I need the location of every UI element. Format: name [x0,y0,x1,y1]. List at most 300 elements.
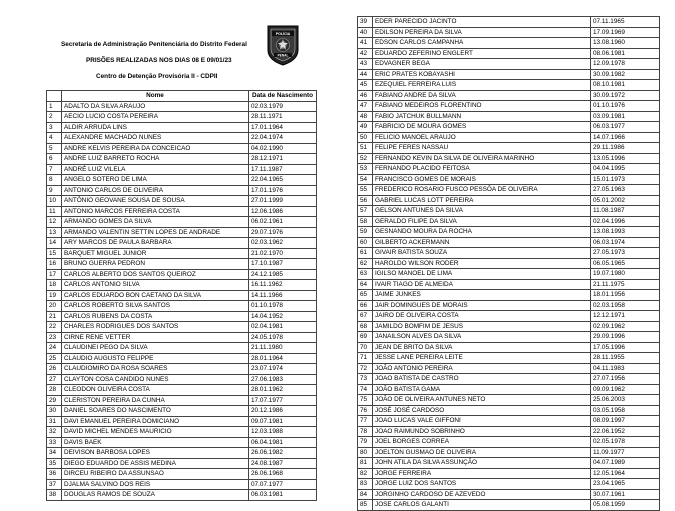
row-name: JOHN ATILA DA SILVA ASSUNÇÃO [373,458,591,469]
table-row [358,416,660,427]
row-number: 59 [358,227,373,238]
row-birth-date: 17.11.1987 [249,164,317,175]
row-birth-date: 09.09.1962 [591,384,660,395]
table-row [47,154,317,165]
row-name: JAIME JUNKES [373,290,591,301]
row-number: 31 [47,416,62,427]
row-name: GERALDO FILIPE DA SILVA [373,216,591,227]
row-birth-date: 28.01.1962 [249,385,317,396]
row-number: 35 [47,458,62,469]
row-number: 52 [358,153,373,164]
row-name: DIEGO EDUARDO DE ASSIS MEDINA [62,458,249,469]
row-name: ANTONIO CARLOS DE OLIVEIRA [62,185,249,196]
table-row [358,290,660,301]
row-number: 57 [358,206,373,217]
row-name: CLAYTON COSA CANDIDO NUNES [62,374,249,385]
row-name: FABIANO ANDRE DA SILVA [373,90,591,101]
row-name: JANAILSON ALVES DA SILVA [373,332,591,343]
row-name: JAMILDO BOMFIM DE JESUS [373,321,591,332]
table-row [358,258,660,269]
row-number: 7 [47,164,62,175]
col-number-header [47,91,62,102]
table-row [47,353,317,364]
table-row [358,59,660,70]
row-name: CARLOS EDUARDO BON CAETANO DA SILVA [62,290,249,301]
row-birth-date: 18.01.1956 [591,290,660,301]
table-row [47,490,317,501]
row-birth-date: 07.07.1977 [249,479,317,490]
row-birth-date: 05.01.2002 [591,195,660,206]
table-row [358,363,660,374]
row-birth-date: 22.04.1974 [249,133,317,144]
row-number: 66 [358,300,373,311]
table-row [47,248,317,259]
table-row [47,259,317,270]
row-number: 25 [47,353,62,364]
row-number: 5 [47,143,62,154]
table-row [47,374,317,385]
row-birth-date: 21.11.1975 [591,279,660,290]
row-name: ANDRE LUIZ BARRETO ROCHA [62,154,249,165]
row-birth-date: 17.01.1964 [249,122,317,133]
row-number: 14 [47,238,62,249]
row-number: 49 [358,122,373,133]
left-column [46,20,316,501]
row-name: EDILSON PEREIRA DA SILVA [373,27,591,38]
row-birth-date: 02.05.1978 [591,437,660,448]
row-name: CLAUDIOMIRO DA ROSA SOARES [62,364,249,375]
row-birth-date: 12.06.1986 [249,206,317,217]
table-row [358,405,660,416]
row-name: JORGINHO CARDOSO DE AZEVEDO [373,489,591,500]
row-name: BRUNO GUERRA PEDRON [62,259,249,270]
row-birth-date: 29.11.1986 [591,143,660,154]
row-birth-date: 11.09.1977 [591,447,660,458]
row-name: IGILSO MANOEL DE LIMA [373,269,591,280]
row-birth-date: 28.11.1971 [249,112,317,123]
row-birth-date: 12.09.1978 [591,59,660,70]
row-number: 50 [358,132,373,143]
row-birth-date: 24.12.1985 [249,269,317,280]
row-number: 46 [358,90,373,101]
row-birth-date: 12.03.1988 [249,427,317,438]
row-number: 70 [358,342,373,353]
row-number: 23 [47,332,62,343]
row-number: 9 [47,185,62,196]
row-name: ARMANDO VALENTIN SETTIN LOPES DE ANDRADE [62,227,249,238]
row-name: CLEODON OLIVEIRA COSTA [62,385,249,396]
row-birth-date: 02.04.1996 [591,216,660,227]
table-row [358,321,660,332]
row-name: CIRNE RENE VETTER [62,332,249,343]
row-number: 30 [47,406,62,417]
row-birth-date: 20.12.1986 [249,406,317,417]
row-number: 58 [358,216,373,227]
row-birth-date: 02.03.1962 [249,238,317,249]
table-row [358,216,660,227]
row-number: 64 [358,279,373,290]
row-number: 54 [358,174,373,185]
table-row [47,395,317,406]
row-birth-date: 08.06.1981 [591,48,660,59]
table-row [47,406,317,417]
row-name: EDSON CARLOS CAMPANHA [373,38,591,49]
row-number: 63 [358,269,373,280]
row-birth-date: 23.04.1965 [591,479,660,490]
table-row [47,343,317,354]
table-row [47,332,317,343]
row-birth-date: 27.05.1973 [591,248,660,259]
right-column [357,16,659,511]
row-number: 15 [47,248,62,259]
row-birth-date: 02.03.1958 [591,300,660,311]
row-name: GESNANDO MOURA DA ROCHA [373,227,591,238]
row-number: 36 [47,469,62,480]
table-row [47,133,317,144]
row-name: EDVAGNER BEGA [373,59,591,70]
row-birth-date: 22.06.1952 [591,426,660,437]
row-name: DAVID MICHEL MENDES MAURICIO [62,427,249,438]
row-birth-date: 30.07.1961 [591,489,660,500]
row-number: 69 [358,332,373,343]
row-number: 19 [47,290,62,301]
table-row [47,437,317,448]
row-number: 68 [358,321,373,332]
row-number: 76 [358,405,373,416]
table-row [47,311,317,322]
row-name: ALDIR ARRUDA LINS [62,122,249,133]
row-number: 26 [47,364,62,375]
badge-bottom-text: PENAL [277,53,289,58]
row-number: 34 [47,448,62,459]
prisoners-table-right [357,16,660,511]
table-row [358,227,660,238]
row-birth-date: 15.01.1973 [591,174,660,185]
row-number: 41 [358,38,373,49]
row-number: 56 [358,195,373,206]
row-name: EDER PARECIDO JACINTO [373,17,591,28]
row-number: 82 [358,468,373,479]
row-name: FERNANDO PLACIDO FEITOSA [373,164,591,175]
row-birth-date: 04.02.1990 [249,143,317,154]
table-row [47,206,317,217]
table-row [358,500,660,511]
row-birth-date: 06.04.1981 [249,437,317,448]
row-birth-date: 08.09.1997 [591,416,660,427]
table-row [47,301,317,312]
row-name: CHARLES RODRIGUES DOS SANTOS [62,322,249,333]
table-row [47,175,317,186]
row-number: 62 [358,258,373,269]
table-row [358,248,660,259]
row-name: JOAO BATISTA DE CASTRO [373,374,591,385]
row-birth-date: 13.08.1960 [591,38,660,49]
table-row [358,458,660,469]
row-number: 84 [358,489,373,500]
row-number: 33 [47,437,62,448]
row-name: CLAUDIO AUGUSTO FELIPPE [62,353,249,364]
table-row [358,48,660,59]
row-number: 45 [358,80,373,91]
row-number: 61 [358,248,373,259]
table-row [47,448,317,459]
table-row [47,385,317,396]
table-row [358,384,660,395]
table-row [358,185,660,196]
row-number: 80 [358,447,373,458]
row-name: CARLOS ANTONIO SILVA [62,280,249,291]
row-name: FELICIO MANOEL ARAUJO [373,132,591,143]
row-name: AECIO LUCIO COSTA PEREIRA [62,112,249,123]
row-name: FREDERICO ROSARIO FUSCO PESSÔA DE OLIVEIRA [373,185,591,196]
row-number: 8 [47,175,62,186]
row-birth-date: 04.07.1989 [591,458,660,469]
row-name: JEAN DE BRITO DA SILVA [373,342,591,353]
table-row [358,374,660,385]
row-number: 29 [47,395,62,406]
row-birth-date: 28.01.1964 [249,353,317,364]
table-row [358,468,660,479]
table-row [358,143,660,154]
row-birth-date: 06.05.1965 [591,258,660,269]
row-birth-date: 17.07.1977 [249,395,317,406]
row-birth-date: 27.06.1983 [249,374,317,385]
row-number: 27 [47,374,62,385]
row-name: GELSON ANTUNES DA SILVA [373,206,591,217]
row-name: JOAO LUCAS VALE GIFFONI [373,416,591,427]
row-name: JESSE LANE PEREIRA LEITE [373,353,591,364]
table-row [47,185,317,196]
row-birth-date: 06.03.1977 [591,122,660,133]
row-birth-date: 27.05.1963 [591,185,660,196]
row-name: FABIO JATCHUK BULLMANN [373,111,591,122]
row-birth-date: 17.10.1987 [249,259,317,270]
unit-name: Centro de Detenção Provisória II - CDPII [96,73,218,80]
row-number: 17 [47,269,62,280]
table-row [358,80,660,91]
table-row [358,17,660,28]
table-row [47,290,317,301]
table-row [47,427,317,438]
row-name: JOÃO DE OLIVEIRA ANTUNES NETO [373,395,591,406]
row-number: 74 [358,384,373,395]
row-number: 10 [47,196,62,207]
row-name: CARLOS ALBERTO DOS SANTOS QUEIROZ [62,269,249,280]
row-number: 2 [47,112,62,123]
row-name: CLAUDINEI PEGO DA SILVA [62,343,249,354]
row-birth-date: 27.01.1999 [249,196,317,207]
table-row [358,269,660,280]
table-header-row [47,91,317,102]
row-number: 44 [358,69,373,80]
row-name: EZEQUIEL FERREIRA LUIS [373,80,591,91]
row-name: DANIEL SOARES DO NASCIMENTO [62,406,249,417]
row-name: DIRCEU RIBEIRO DA ASSUNSAO [62,469,249,480]
row-number: 65 [358,290,373,301]
row-name: ARMANDO GOMES DA SILVA [62,217,249,228]
row-number: 73 [358,374,373,385]
row-birth-date: 07.11.1965 [591,17,660,28]
row-name: JORGE FERREIRA [373,468,591,479]
row-birth-date: 13.08.1993 [591,227,660,238]
row-number: 37 [47,479,62,490]
organization-name: Secretaria de Administração Penitenciária do Distrito Federal [61,41,247,48]
row-birth-date: 11.08.1987 [591,206,660,217]
row-birth-date: 14.07.1966 [591,132,660,143]
row-name: GIVAIR BATISTA SOUZA [373,248,591,259]
row-number: 55 [358,185,373,196]
table-row [47,458,317,469]
row-name: JOÃO BATISTA GAMA [373,384,591,395]
badge-top-text: POLÍCIA [275,32,291,36]
row-name: ANTÔNIO GEOVANE SOUSA DE SOUSA [62,196,249,207]
row-birth-date: 05.08.1959 [591,500,660,511]
row-name: FRANCISCO GOMES DE MORAIS [373,174,591,185]
row-birth-date: 24.08.1987 [249,458,317,469]
row-birth-date: 03.09.1981 [591,111,660,122]
row-birth-date: 29.09.1996 [591,332,660,343]
table-row [358,27,660,38]
row-name: JOSÉ JOSÉ CARDOSO [373,405,591,416]
table-row [47,479,317,490]
table-row [358,395,660,406]
row-name: ANGELO SOTERO DE LIMA [62,175,249,186]
row-number: 85 [358,500,373,511]
table-row [47,269,317,280]
col-birth-header: Data de Nascimento [249,91,317,102]
table-row [358,332,660,343]
table-row [358,153,660,164]
row-name: JORGE LUIZ DOS SANTOS [373,479,591,490]
table-row [358,279,660,290]
row-name: ERIC PRATES KOBAYASHI [373,69,591,80]
row-number: 78 [358,426,373,437]
row-name: DAVIS BAEK [62,437,249,448]
row-number: 39 [358,17,373,28]
row-number: 13 [47,227,62,238]
row-name: ANDRÉ LUIZ VILELA [62,164,249,175]
row-birth-date: 08.10.1981 [591,80,660,91]
row-name: DOUGLAS RAMOS DE SOUZA [62,490,249,501]
table-row [358,342,660,353]
row-name: JOELTON GUSMAO DE OLIVEIRA [373,447,591,458]
row-name: ARY MARCOS DE PAULA BARBARA [62,238,249,249]
document-header [46,20,316,90]
row-birth-date: 27.07.1956 [591,374,660,385]
row-number: 1 [47,101,62,112]
row-birth-date: 06.03.1981 [249,490,317,501]
row-birth-date: 17.05.1996 [591,342,660,353]
table-row [47,280,317,291]
table-row [358,69,660,80]
table-row [47,122,317,133]
row-birth-date: 14.04.1952 [249,311,317,322]
table-row [47,364,317,375]
table-row [358,489,660,500]
row-number: 12 [47,217,62,228]
row-number: 75 [358,395,373,406]
table-row [358,237,660,248]
row-birth-date: 16.11.1962 [249,280,317,291]
row-number: 3 [47,122,62,133]
table-row [47,101,317,112]
row-number: 67 [358,311,373,322]
row-number: 71 [358,353,373,364]
row-name: CARLOS RUBENS DA COSTA [62,311,249,322]
row-number: 38 [47,490,62,501]
row-name: CARLOS ROBERTO SILVA SANTOS [62,301,249,312]
row-name: BARQUET MIGUEL JUNIOR [62,248,249,259]
row-name: FABIANO MEDEIROS FLORENTINO [373,101,591,112]
table-row [358,195,660,206]
row-birth-date: 28.11.1955 [591,353,660,364]
row-name: ALEXANDRE MACHADO NUNES [62,133,249,144]
row-number: 6 [47,154,62,165]
row-birth-date: 04.04.1995 [591,164,660,175]
row-number: 60 [358,237,373,248]
row-name: FERNANDO KEVIN DA SILVA DE OLIVEIRA MARINHO [373,153,591,164]
row-birth-date: 21.02.1970 [249,248,317,259]
row-name: JOEL BORGES CORREA [373,437,591,448]
row-birth-date: 04.11.1983 [591,363,660,374]
row-name: GILBERTO ACKERMANN [373,237,591,248]
row-name: ANDRE KELVIS PEREIRA DA CONCEICAO [62,143,249,154]
table-row [358,164,660,175]
row-birth-date: 30.09.1972 [591,90,660,101]
table-row [358,206,660,217]
table-row [358,311,660,322]
row-birth-date: 14.11.1966 [249,290,317,301]
row-name: JOAO RAIMUNDO SOBRINHO [373,426,591,437]
row-name: DAVI EMANUEL PEREIRA DOMICIANO [62,416,249,427]
row-birth-date: 12.05.1964 [591,468,660,479]
row-birth-date: 26.06.1982 [249,448,317,459]
table-row [358,132,660,143]
row-number: 22 [47,322,62,333]
row-number: 53 [358,164,373,175]
table-row [47,143,317,154]
row-birth-date: 06.03.1974 [591,237,660,248]
row-birth-date: 22.04.1965 [249,175,317,186]
table-row [358,122,660,133]
row-birth-date: 01.10.1976 [591,101,660,112]
row-birth-date: 02.09.1962 [591,321,660,332]
row-number: 11 [47,206,62,217]
row-number: 43 [358,59,373,70]
row-birth-date: 23.07.1974 [249,364,317,375]
row-number: 47 [358,101,373,112]
row-name: DJALMA SALVINO DOS REIS [62,479,249,490]
row-name: FELIPE FERES NASSAU [373,143,591,154]
row-birth-date: 24.05.1978 [249,332,317,343]
row-name: ADALTO DA SILVA ARAUJO [62,101,249,112]
row-name: JAIRO DE OLIVEIRA COSTA [373,311,591,322]
row-birth-date: 02.04.1981 [249,322,317,333]
col-name-header: Nome [62,91,249,102]
row-name: JOÃO ANTONIO PEREIRA [373,363,591,374]
table-row [358,447,660,458]
row-name: IVAIR TIAGO DE ALMEIDA [373,279,591,290]
table-row [358,479,660,490]
row-birth-date: 01.10.1978 [249,301,317,312]
table-row [47,196,317,207]
table-row [358,426,660,437]
table-row [358,353,660,364]
table-row [47,238,317,249]
table-row [358,111,660,122]
prisoners-table-left [46,90,317,501]
table-row [358,437,660,448]
